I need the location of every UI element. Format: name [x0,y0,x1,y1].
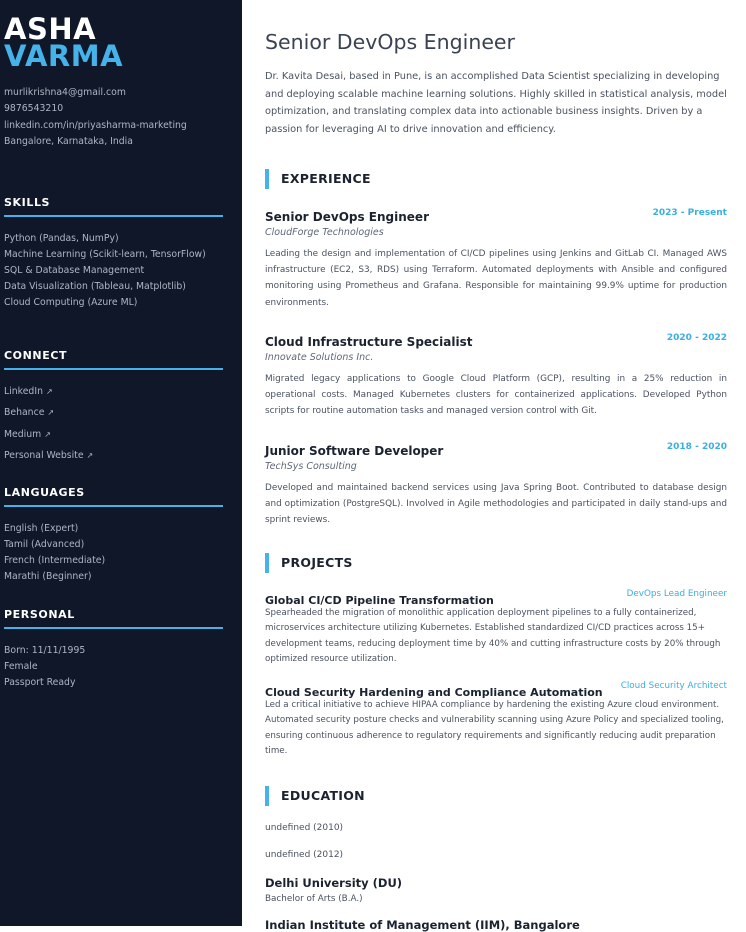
company-name: CloudForge Technologies [265,227,384,238]
position-title: Senior DevOps Engineer [265,210,429,224]
experience-item [265,331,727,420]
connect-heading: CONNECT [4,349,223,370]
experience-heading: EXPERIENCE [265,169,371,189]
project-title: Cloud Security Hardening and Compliance Automation [265,686,603,699]
profile-summary: Dr. Kavita Desai, based in Pune, is an accomplished Data Scientist specializing in developing and deploying scalable machine learning solutions. Highly skilled in statistical analysis, model optimization, and translating complex data into actionable business insights. Driven by a passion for leveraging AI to drive innovation and efficiency. [265,71,727,136]
personal-item: Passport Ready [4,677,76,689]
education-school: Indian Institute of Management (IIM), Bangalore [265,918,580,932]
position-title: Cloud Infrastructure Specialist [265,335,473,349]
skill-item: Data Visualization (Tableau, Matplotlib) [4,281,186,293]
skill-item: SQL & Database Management [4,265,145,277]
contact-email[interactable]: murlikrishna4@gmail.com [4,87,126,98]
link-label: Personal Website [4,449,84,461]
language-item: French (Intermediate) [4,555,106,567]
external-link-icon: ↗ [44,429,51,439]
experience-item [265,206,727,311]
contact-linkedin[interactable]: linkedin.com/in/priyasharma-marketing [4,119,187,131]
personal-heading: PERSONAL [4,608,223,629]
personal-section [4,608,223,691]
experience-item [265,440,727,529]
contact-info [4,85,187,150]
external-link-icon: ↗ [45,387,53,396]
skills-list [4,231,223,311]
education-school: Delhi University (DU) [265,876,403,890]
link-label: Behance [4,407,45,419]
project-description: Led a critical initiative to achieve HIPAA compliance by hardening the existing Azure cloud environment. Automated security posture checks and vulnerability scanning using Azure Policy and specialized tooling, ensuring continuous adherence to regulatory requirements and significantly reducing audit preparation time. [265,700,724,757]
last-name: VARMA [4,39,124,73]
sidebar [0,0,242,926]
position-dates: 2018 - 2020 [666,442,727,452]
skill-item: Cloud Computing (Azure ML) [4,297,138,309]
connect-section [4,349,223,466]
education-heading: EDUCATION [265,786,365,806]
personal-item: Female [4,661,38,673]
language-item: Marathi (Beginner) [4,571,92,583]
project-role: Cloud Security Architect [620,681,727,691]
connect-link-behance[interactable] [4,402,223,423]
personal-item: Born: 11/11/1995 [4,645,86,656]
education-entry: undefined (2010) [265,823,344,833]
external-link-icon: ↗ [86,450,94,460]
projects-heading: PROJECTS [265,553,353,573]
languages-heading: LANGUAGES [4,486,223,507]
position-dates: 2020 - 2022 [666,333,727,343]
languages-list [4,521,223,585]
company-name: Innovate Solutions Inc. [265,352,374,363]
contact-phone[interactable]: 9876543210 [4,103,64,115]
project-role: DevOps Lead Engineer [626,589,727,599]
language-item: Tamil (Advanced) [4,539,85,551]
position-title: Junior Software Developer [265,444,444,458]
connect-link-medium[interactable] [4,424,223,445]
education-degree: Bachelor of Arts (B.A.) [265,894,363,904]
skills-section [4,196,223,311]
position-description: Developed and maintained backend services using Java Spring Boot. Contributed to database design and optimization (PostgreSQL). Involved in Agile methodologies and participated in daily stand-ups and sprint reviews. [265,483,727,526]
project-description: Spearheaded the migration of monolithic application deployment pipelines to a fully containerized, microservices architecture utilizing Kubernetes. Established standardized CI/CD practices across 15+ development teams, reducing deployment time by 40% and cutting infrastructure costs by 20% through optimized resource utilization. [265,608,721,665]
link-label: Medium [4,428,42,440]
job-title-heading: Senior DevOps Engineer [265,30,515,54]
position-description: Leading the design and implementation of CI/CD pipelines using Jenkins and GitLab CI. Managed AWS infrastructure (EC2, S3, RDS) using Terraform. Automated deployments with Ansible and configured monitoring using Prometheus and Grafana. Responsible for maintaining 99.9% uptime for production environments. [265,249,727,308]
connect-link-linkedin[interactable] [4,381,223,402]
languages-section [4,486,223,585]
connect-list [4,381,223,466]
position-description: Migrated legacy applications to Google Cloud Platform (GCP), resulting in a 25% reduction in operational costs. Managed Kubernetes clusters for containerized applications. Developed Python scripts for routine automation tasks and managed version control with Git. [265,374,727,417]
project-item [265,589,727,668]
skill-item: Python (Pandas, NumPy) [4,233,119,244]
skills-heading: SKILLS [4,196,223,217]
full-name [4,12,124,73]
project-item [265,681,727,760]
link-label: LinkedIn [4,386,43,397]
language-item: English (Expert) [4,523,79,534]
company-name: TechSys Consulting [265,461,357,472]
education-entry: undefined (2012) [265,850,344,860]
connect-link-website[interactable] [4,445,223,466]
external-link-icon: ↗ [47,408,55,418]
position-dates: 2023 - Present [652,208,727,218]
main-content [242,0,746,932]
contact-location: Bangalore, Karnataka, India [4,135,133,147]
skill-item: Machine Learning (Scikit-learn, TensorFlow) [4,249,206,261]
personal-list [4,643,223,691]
first-name: ASHA [4,12,97,46]
project-title: Global CI/CD Pipeline Transformation [265,594,494,607]
